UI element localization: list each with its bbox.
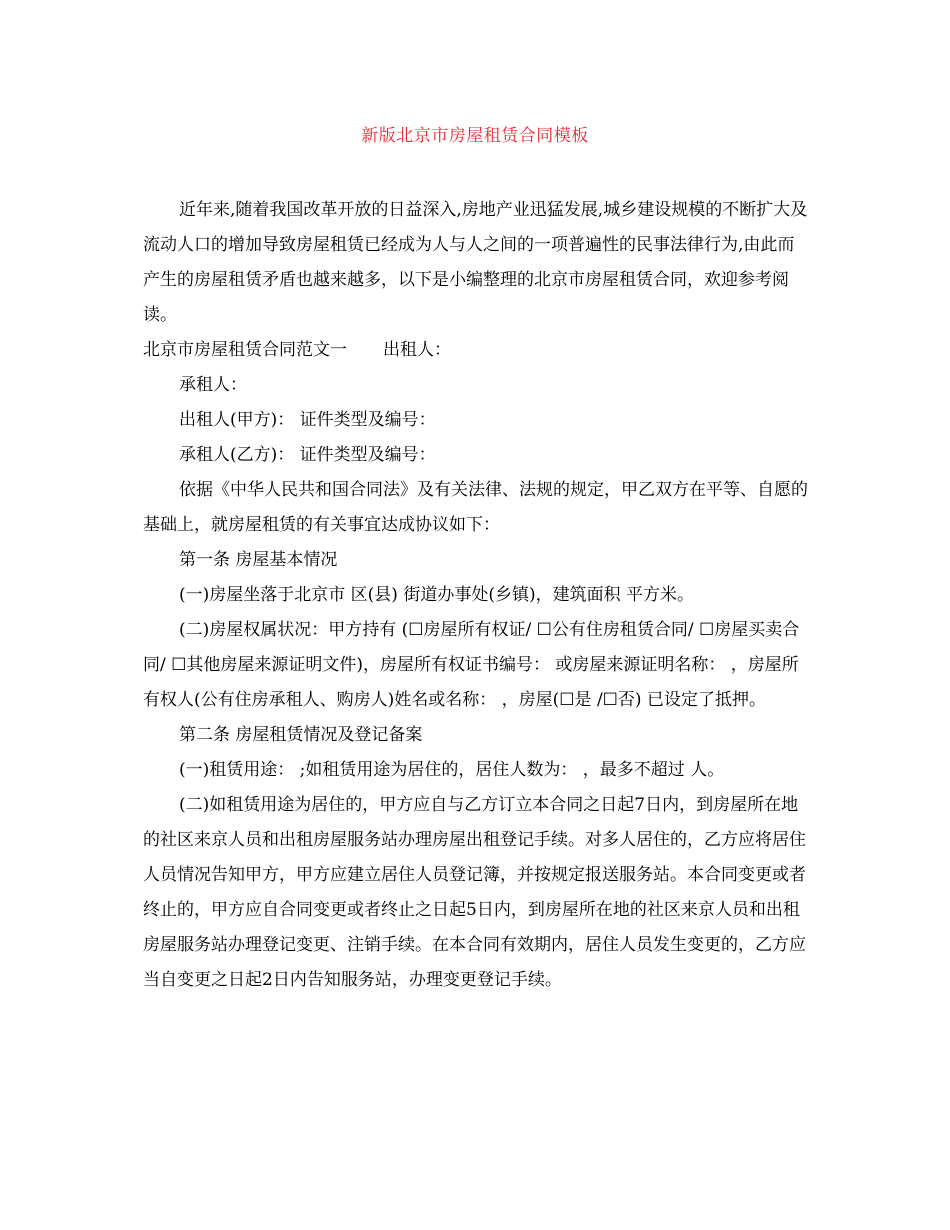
- article1-title: 第一条 房屋基本情况: [179, 550, 338, 570]
- sample-heading: 北京市房屋租赁合同范文一: [143, 340, 347, 360]
- lessee-label: 承租人：: [179, 375, 247, 395]
- intro-paragraph: 近年来,随着我国改革开放的日益深入,房地产业迅猛发展,城乡建设规模的不断扩大及流动人口的增加导致房屋租赁已经成为人与人之间的一项普遍性的民事法律行为,由此而产生的房屋租赁矛盾也越来越多，以下是小编整理的北京市房屋租赁合同，欢迎参考阅读。: [143, 200, 808, 325]
- article2-item2: (二)如租赁用途为居住的，甲方应自与乙方订立本合同之日起7日内，到房屋所在地的社区来京人员和出租房屋服务站办理房屋出租登记手续。对多人居住的，乙方应将居住人员情况告知甲方，甲方应建立居住人员登记簿，并按规定报送服务站。本合同变更或者终止的，甲方应自合同变更或者终止之日起5日内，到房屋所在地的社区来京人员和出租房屋服务站办理登记变更、注销手续。在本合同有效期内，居住人员发生变更的，乙方应当自变更之日起2日内告知服务站，办理变更登记手续。: [143, 795, 806, 990]
- article2-title: 第二条 房屋租赁情况及登记备案: [179, 725, 423, 745]
- party-b-line: 承租人(乙方)： 证件类型及编号：: [179, 445, 436, 465]
- sample-heading-line: [143, 333, 811, 368]
- document-title: 新版北京市房屋租赁合同模板: [361, 126, 589, 146]
- lessor-label: 出租人：: [383, 340, 451, 360]
- document-body: [143, 193, 811, 998]
- article1-item1: (一)房屋坐落于北京市 区(县) 街道办事处(乡镇)，建筑面积 平方米。: [179, 585, 695, 605]
- basis-paragraph: 依据《中华人民共和国合同法》及有关法律、法规的规定，甲乙双方在平等、自愿的基础上，就房屋租赁的有关事宜达成协议如下：: [143, 480, 808, 535]
- party-a-line: 出租人(甲方)： 证件类型及编号：: [179, 410, 436, 430]
- article1-item2: (二)房屋权属状况：甲方持有 (☐房屋所有权证/ ☐公有住房租赁合同/ ☐房屋买卖合同/ ☐其他房屋来源证明文件)，房屋所有权证书编号： 或房屋来源证明名称： ，房屋所有权人(公有住房承租人、购房人)姓名或名称： ，房屋(☐是 /☐否) 已设定了抵押。: [143, 620, 800, 710]
- article2-item1: (一)租赁用途： ;如租赁用途为居住的，居住人数为： ，最多不超过 人。: [179, 760, 725, 780]
